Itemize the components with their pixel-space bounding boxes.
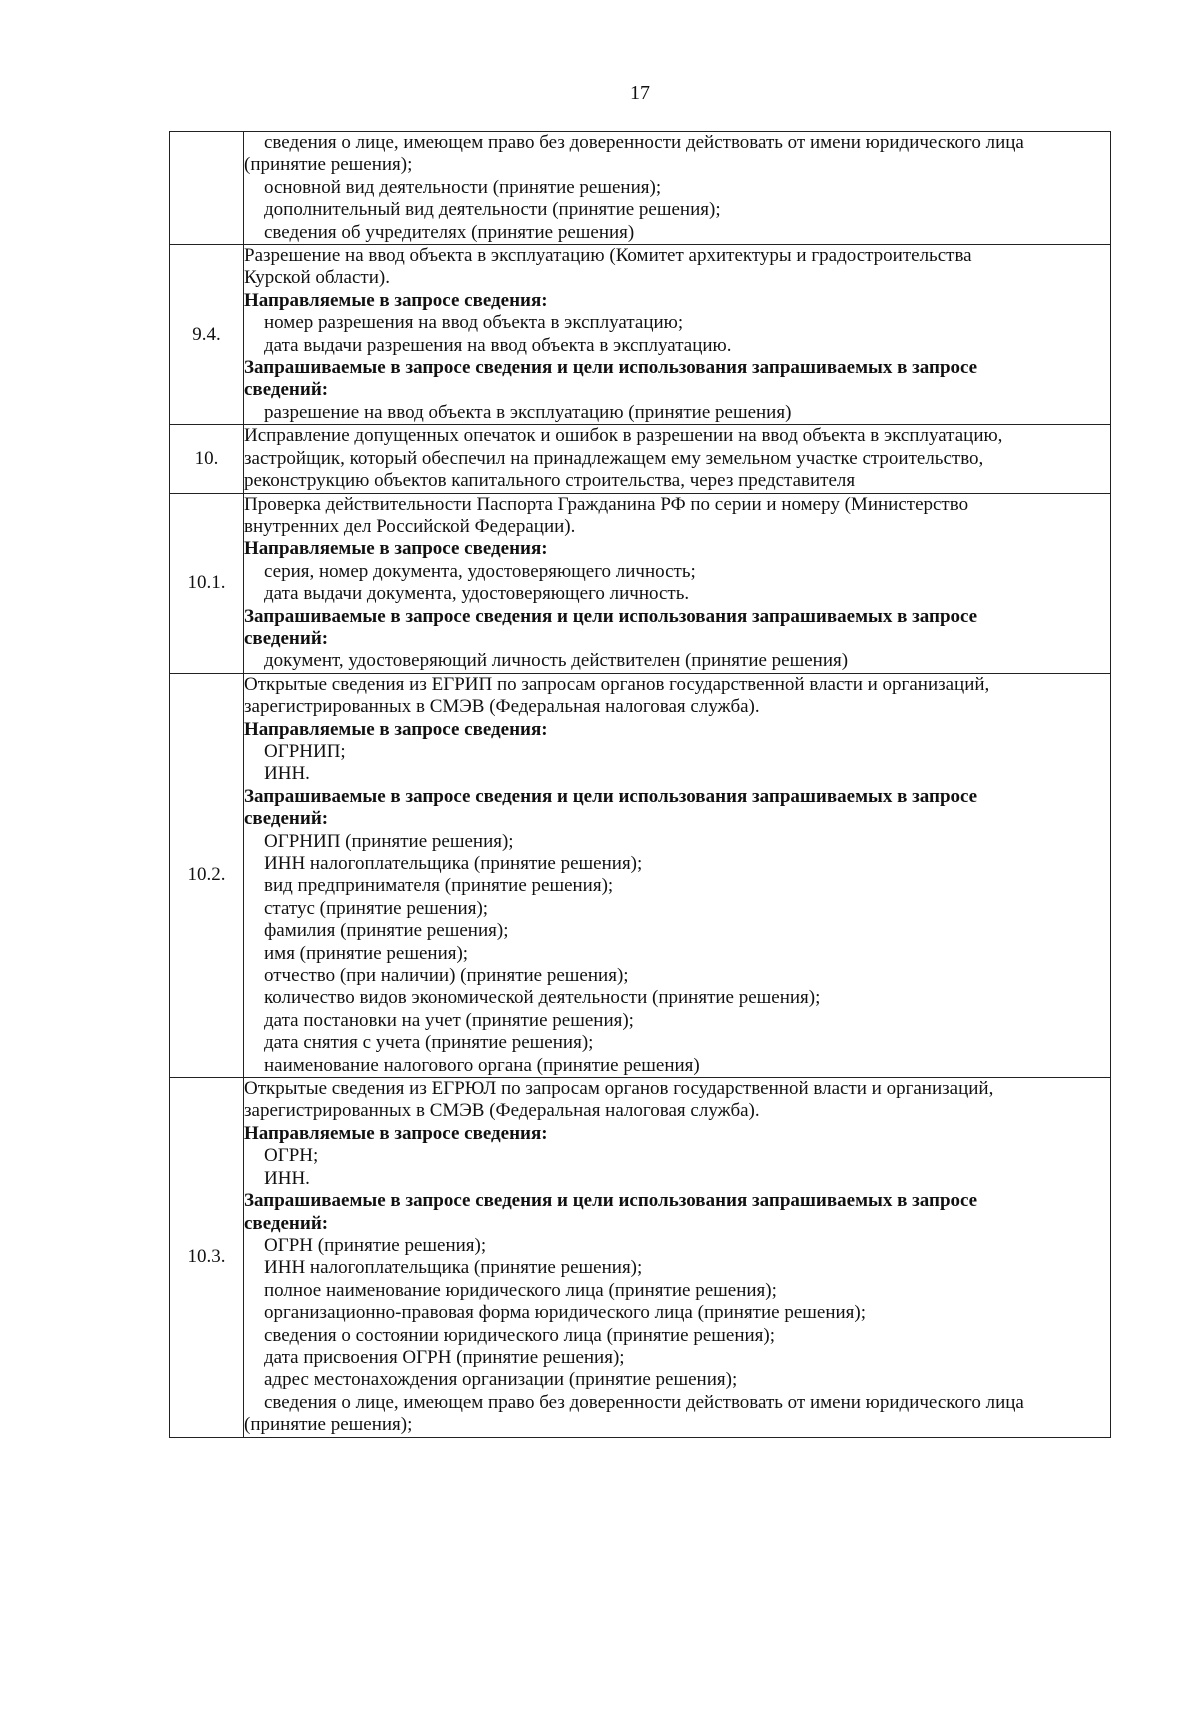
text-line: вид предпринимателя (принятие решения); <box>264 875 614 897</box>
table-row <box>170 245 1111 425</box>
text-line: разрешение на ввод объекта в эксплуатацию (принятие решения) <box>264 401 792 423</box>
text-line: ОГРНИП; <box>264 740 346 762</box>
text-line: фамилия (принятие решения); <box>264 920 509 942</box>
row-number: 9.4. <box>170 245 244 425</box>
text-line: документ, удостоверяющий личность действителен (принятие решения) <box>264 650 849 672</box>
text-line: (принятие решения); <box>244 1414 413 1436</box>
text-line: статус (принятие решения); <box>264 897 489 919</box>
text-line: Разрешение на ввод объекта в эксплуатацию (Комитет архитектуры и градостроительства <box>244 245 972 267</box>
table-row <box>170 1078 1111 1438</box>
text-line: дата снятия с учета (принятие решения); <box>264 1032 594 1054</box>
text-line: Исправление допущенных опечаток и ошибок в разрешении на ввод объекта в эксплуатацию, <box>244 425 1003 447</box>
table-row <box>170 673 1111 1077</box>
text-line: дата выдачи документа, удостоверяющего личность. <box>264 583 690 605</box>
row-content <box>244 132 1111 245</box>
table-body <box>170 132 1111 1438</box>
row-number: 10. <box>170 425 244 493</box>
text-line: сведения о лице, имеющем право без доверенности действовать от имени юридического лица <box>264 132 1024 153</box>
text-line: сведения о состоянии юридического лица (принятие решения); <box>264 1324 776 1346</box>
section-heading-line: Направляемые в запросе сведения: <box>244 718 548 740</box>
text-line: организационно-правовая форма юридического лица (принятие решения); <box>264 1302 867 1324</box>
text-line: ОГРНИП (принятие решения); <box>264 830 514 852</box>
row-content <box>244 425 1111 493</box>
row-content <box>244 493 1111 673</box>
page-number: 17 <box>630 82 650 104</box>
text-line: Проверка действительности Паспорта Гражданина РФ по серии и номеру (Министерство <box>244 493 969 515</box>
text-line: имя (принятие решения); <box>264 942 469 964</box>
section-heading-line: Направляемые в запросе сведения: <box>244 289 548 311</box>
text-line: (принятие решения); <box>244 154 413 176</box>
table-row <box>170 132 1111 245</box>
row-number: 10.1. <box>170 493 244 673</box>
text-line: внутренних дел Российской Федерации). <box>244 515 576 537</box>
text-line: реконструкцию объектов капитального строительства, через представителя <box>244 470 856 492</box>
text-line: количество видов экономической деятельности (принятие решения); <box>264 987 821 1009</box>
text-line: дата постановки на учет (принятие решения); <box>264 1009 634 1031</box>
row-number: 10.3. <box>170 1078 244 1438</box>
text-line: отчество (при наличии) (принятие решения); <box>264 965 629 987</box>
table-row <box>170 493 1111 673</box>
text-line: дата присвоения ОГРН (принятие решения); <box>264 1346 625 1368</box>
row-content <box>244 673 1111 1077</box>
row-number: 10.2. <box>170 673 244 1077</box>
text-line: ИНН. <box>264 1167 310 1189</box>
row-content <box>244 1078 1111 1438</box>
text-line: ИНН налогоплательщика (принятие решения); <box>264 1257 643 1279</box>
text-line: адрес местонахождения организации (принятие решения); <box>264 1369 738 1391</box>
section-heading-line: Запрашиваемые в запросе сведения и цели использования запрашиваемых в запросе <box>244 357 978 379</box>
text-line: ОГРН; <box>264 1145 319 1167</box>
text-line: наименование налогового органа (принятие решения) <box>264 1054 700 1076</box>
text-line: дата выдачи разрешения на ввод объекта в эксплуатацию. <box>264 334 732 356</box>
text-line: ИНН. <box>264 763 310 785</box>
document-table <box>169 131 1111 1438</box>
section-heading-line: Направляемые в запросе сведения: <box>244 538 548 560</box>
text-line: ОГРН (принятие решения); <box>264 1234 487 1256</box>
section-heading-line: сведений: <box>244 379 329 401</box>
section-heading-line: Направляемые в запросе сведения: <box>244 1122 548 1144</box>
section-heading-line: сведений: <box>244 808 329 830</box>
text-line: Открытые сведения из ЕГРИП по запросам органов государственной власти и организаций, <box>244 673 990 695</box>
section-heading-line: Запрашиваемые в запросе сведения и цели использования запрашиваемых в запросе <box>244 1190 978 1212</box>
text-line: дополнительный вид деятельности (принятие решения); <box>264 199 721 221</box>
text-line: зарегистрированных в СМЭВ (Федеральная налоговая служба). <box>244 1100 760 1122</box>
text-line: полное наименование юридического лица (принятие решения); <box>264 1279 777 1301</box>
section-heading-line: Запрашиваемые в запросе сведения и цели использования запрашиваемых в запросе <box>244 605 978 627</box>
text-line: номер разрешения на ввод объекта в эксплуатацию; <box>264 312 684 334</box>
text-line: Курской области). <box>244 267 390 289</box>
table-row <box>170 425 1111 493</box>
text-line: Открытые сведения из ЕГРЮЛ по запросам органов государственной власти и организаций, <box>244 1078 994 1100</box>
text-line: сведения об учредителях (принятие решения) <box>264 221 635 243</box>
section-heading-line: Запрашиваемые в запросе сведения и цели использования запрашиваемых в запросе <box>244 785 978 807</box>
text-line: сведения о лице, имеющем право без доверенности действовать от имени юридического лица <box>264 1391 1024 1413</box>
text-line: застройщик, который обеспечил на принадлежащем ему земельном участке строительство, <box>244 447 984 469</box>
row-content <box>244 245 1111 425</box>
text-line: серия, номер документа, удостоверяющего личность; <box>264 560 696 582</box>
section-heading-line: сведений: <box>244 1212 329 1234</box>
row-number <box>170 132 244 245</box>
section-heading-line: сведений: <box>244 627 329 649</box>
text-line: зарегистрированных в СМЭВ (Федеральная налоговая служба). <box>244 696 760 718</box>
text-line: основной вид деятельности (принятие решения); <box>264 176 662 198</box>
text-line: ИНН налогоплательщика (принятие решения); <box>264 853 643 874</box>
